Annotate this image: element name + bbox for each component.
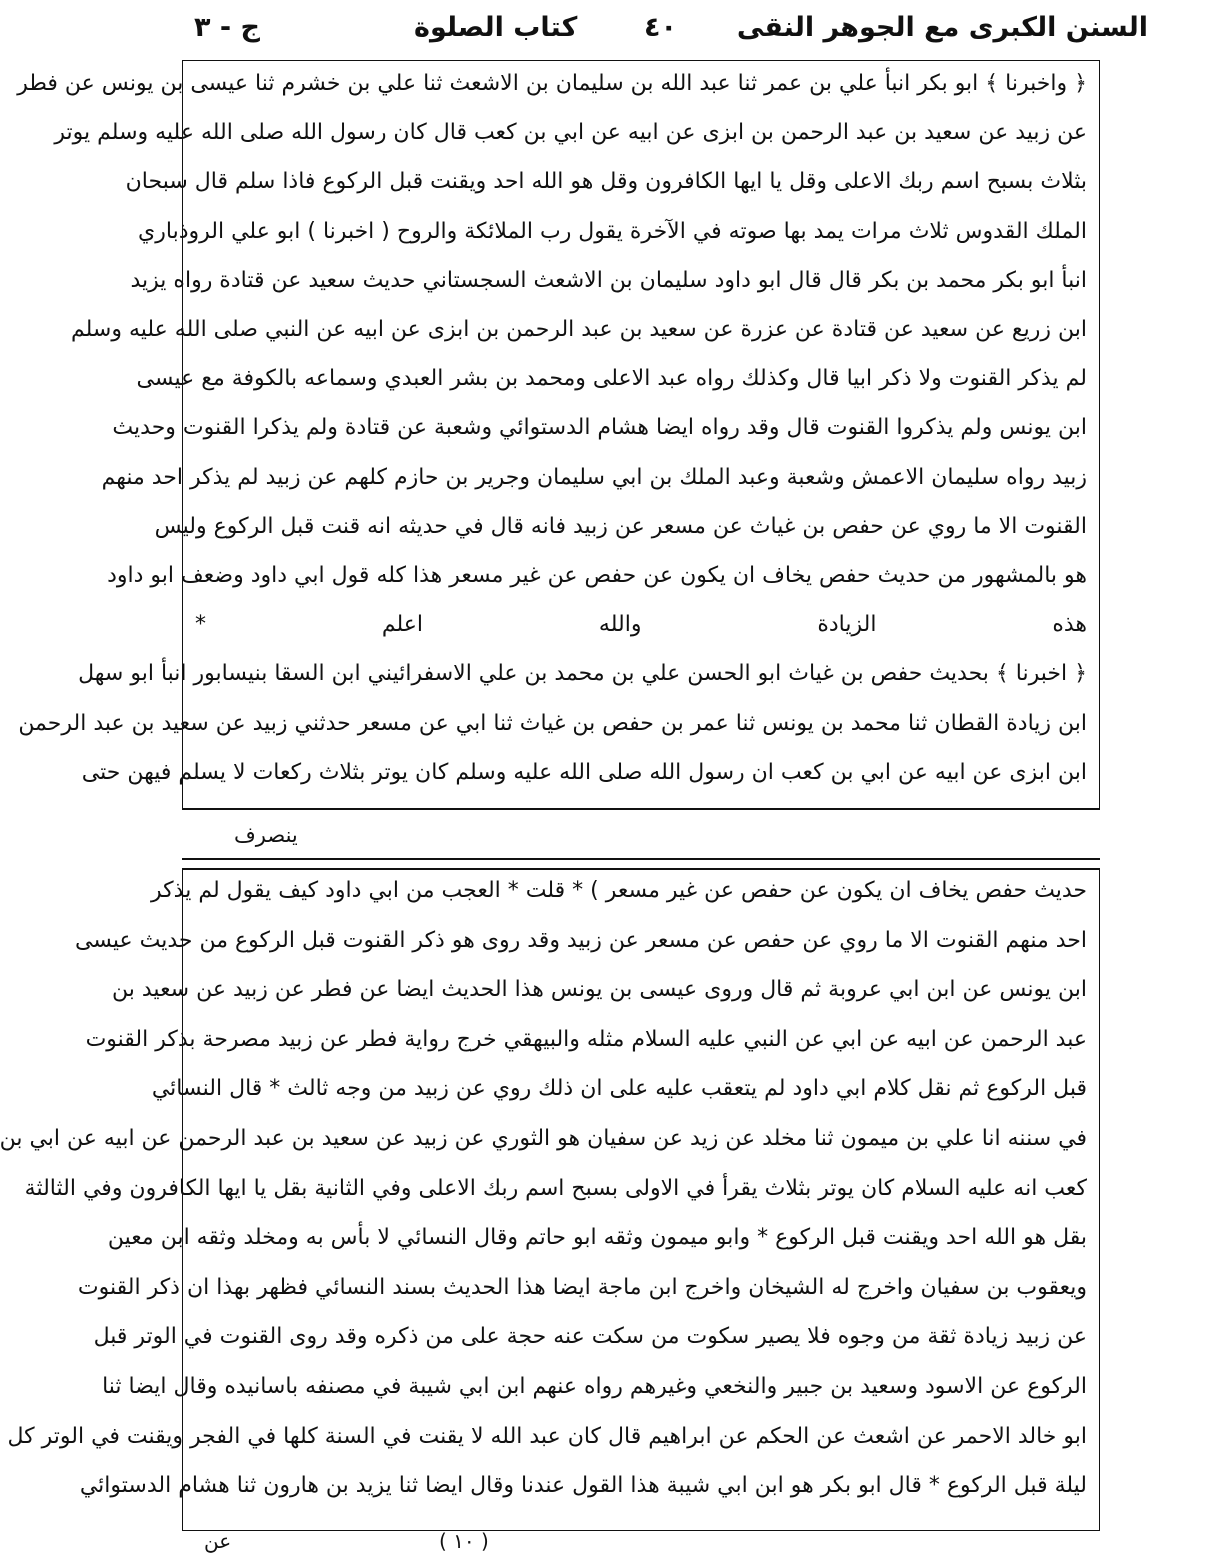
text-line: عن زبيد عن سعيد بن عبد الرحمن بن ابزى عن ابيه عن ابي بن كعب قال كان رسول الله صلى الله عليه وسلم يوتر — [54, 120, 1087, 146]
page-header — [174, 8, 1148, 54]
footnote-frame — [0, 868, 1100, 1531]
text-line: الركوع عن الاسود وسعيد بن جبير والنخعي وغيرهم رواه عنهم ابن ابي شيبة في مصنفه باسانيده وقال ايضا ثنا — [102, 1374, 1087, 1399]
text-line: انبأ ابو بكر محمد بن بكر قال قال ابو داود سليمان بن الاشعث السجستاني حديث سعيد عن قتادة رواه يزيد — [130, 267, 1087, 293]
text-line: الملك القدوس ثلاث مرات يمد بها صوته في الآخرة يقول رب الملائكة والروح ( اخبرنا ) ابو علي الروذباري — [138, 218, 1087, 244]
text-line: بقل هو الله احد ويقنت قبل الركوع * وابو ميمون وثقه ابو حاتم وقال النسائي لا بأس به ومخلد وثقه ابن معين — [107, 1225, 1087, 1251]
text-line: زبيد رواه سليمان الاعمش وشعبة وعبد الملك بن ابي سليمان وجرير بن حازم كلهم عن زبيد لم يذكر احد منهم — [101, 464, 1087, 490]
text-line: ابن يونس ولم يذكروا القنوت قال وقد رواه ايضا هشام الدستوائي وشعبة عن قتادة ولم يذكرا القنوت وحديث — [112, 415, 1087, 441]
text-line: في سننه انا علي بن ميمون ثنا مخلد عن زيد عن سفيان هو الثوري عن زبيد عن سعيد بن عبد الرحمن عن ابيه عن ابي بن — [0, 1126, 1087, 1151]
book-title: كتاب الصلوة — [414, 12, 578, 43]
text-line: قبل الركوع ثم نقل كلام ابي داود لم يتعقب عليه على ان ذلك روي عن زبيد من وجه ثالث * قال النسائي — [151, 1076, 1087, 1102]
main-text-frame — [17, 60, 1100, 809]
text-line: عن زبيد زيادة ثقة من وجوه فلا يصير سكوت من سكت عنه حجة على من ذكره وقد روى القنوت في الوتر قبل — [93, 1324, 1087, 1350]
catchword: ينصرف — [234, 823, 298, 847]
text-line: ابن زيادة القطان ثنا محمد بن يونس ثنا عمر بن حفص بن غياث ثنا ابي عن مسعر حدثني زبيد عن سعيد بن عبد الرحمن — [18, 710, 1087, 736]
text-line: ويعقوب بن سفيان واخرج له الشيخان واخرج ابن ماجة ايضا هذا الحديث بسند النسائي فظهر بهذا ان ذكر القنوت — [77, 1274, 1087, 1300]
text-line: ابن ابزى عن ابيه عن ابي بن كعب ان رسول الله صلى الله عليه وسلم كان يوتر بثلاث ركعات لا يسلم فيهن حتى — [81, 759, 1087, 785]
text-line: حديث حفص يخاف ان يكون عن حفص عن غير مسعر ) * قلت * العجب من ابي داود كيف يقول لم يذكر — [151, 878, 1087, 903]
signature-mark: ( ١٠ ) — [439, 1529, 489, 1553]
text-line: ليلة قبل الركوع * قال ابو بكر هو ابن ابي شيبة هذا القول عندنا وقال ايضا ثنا يزيد بن هارون ثنا هشام الدستوائي — [79, 1473, 1087, 1499]
text-line: احد منهم القنوت الا ما روي عن حفص عن مسعر عن زبيد وقد روى هو ذكر القنوت قبل الركوع من حديث عيسى — [74, 927, 1087, 953]
part-label: ج - ٣ — [194, 12, 260, 43]
text-line: هو بالمشهور من حديث حفص يخاف ان يكون عن حفص عن غير مسعر هذا كله قول ابي داود وضعف ابو داود — [107, 563, 1087, 588]
text-line: كعب انه عليه السلام كان يوتر بثلاث يقرأ في الاولى بسبح اسم ربك الاعلى وفي الثانية بقل يا ايها الكافرون وفي الثالثة — [24, 1175, 1087, 1201]
text-line: ابن زريع عن سعيد عن قتادة عن عزرة عن سعيد بن عبد الرحمن بن ابزى عن ابيه عن النبي صلى الله عليه وسلم — [70, 317, 1087, 342]
text-line: بثلاث بسبح اسم ربك الاعلى وقل يا ايها الكافرون وقل هو الله احد ويقنت قبل الركوع فاذا سلم قال سبحان — [125, 169, 1087, 195]
bottom-left-catchword: عن — [204, 1529, 232, 1553]
text-line: عبد الرحمن عن ابيه عن ابي عن النبي عليه السلام مثله والبيهقي خرج رواية فطر عن زبيد مصرحة بذكر القنوت — [85, 1026, 1087, 1052]
text-line: القنوت الا ما روي عن حفص بن غياث عن مسعر عن زبيد فانه قال في حديثه انه قنت قبل الركوع وليس — [154, 513, 1087, 539]
text-line: ابن يونس عن ابن ابي عروبة ثم قال وروى عيسى بن يونس هذا الحديث ايضا عن فطر عن زبيد عن سعيد بن — [112, 977, 1087, 1003]
header-title: السنن الكبرى مع الجوهر النقى — [736, 12, 1148, 43]
divider-bottom — [182, 858, 1100, 860]
text-line: ابو خالد الاحمر عن اشعث عن الحكم عن ابراهيم قال كان عبد الله لا يقنت في السنة كلها في الفجر ويقنت في الوتر كل — [7, 1423, 1087, 1449]
text-line: ﴿ واخبرنا ﴾ ابو بكر انبأ علي بن عمر ثنا عبد الله بن سليمان بن الاشعث ثنا علي بن خشرم ثنا عيسى بن يونس عن فطر — [17, 71, 1087, 96]
page-number: ٤٠ — [644, 12, 677, 43]
text-line: ﴿ اخبرنا ﴾ بحديث حفص بن غياث ابو الحسن علي بن محمد بن علي الاسفرائيني ابن السقا بنيسابور انبأ ابو سهل — [78, 661, 1087, 687]
text-line: هذه الزيادة والله اعلم * — [195, 612, 1087, 638]
divider-top — [182, 808, 1100, 810]
text-line: لم يذكر القنوت ولا ذكر ابيا قال وكذلك رواه عبد الاعلى ومحمد بن بشر العبدي وسماعه بالكوفة مع عيسى — [136, 366, 1087, 392]
